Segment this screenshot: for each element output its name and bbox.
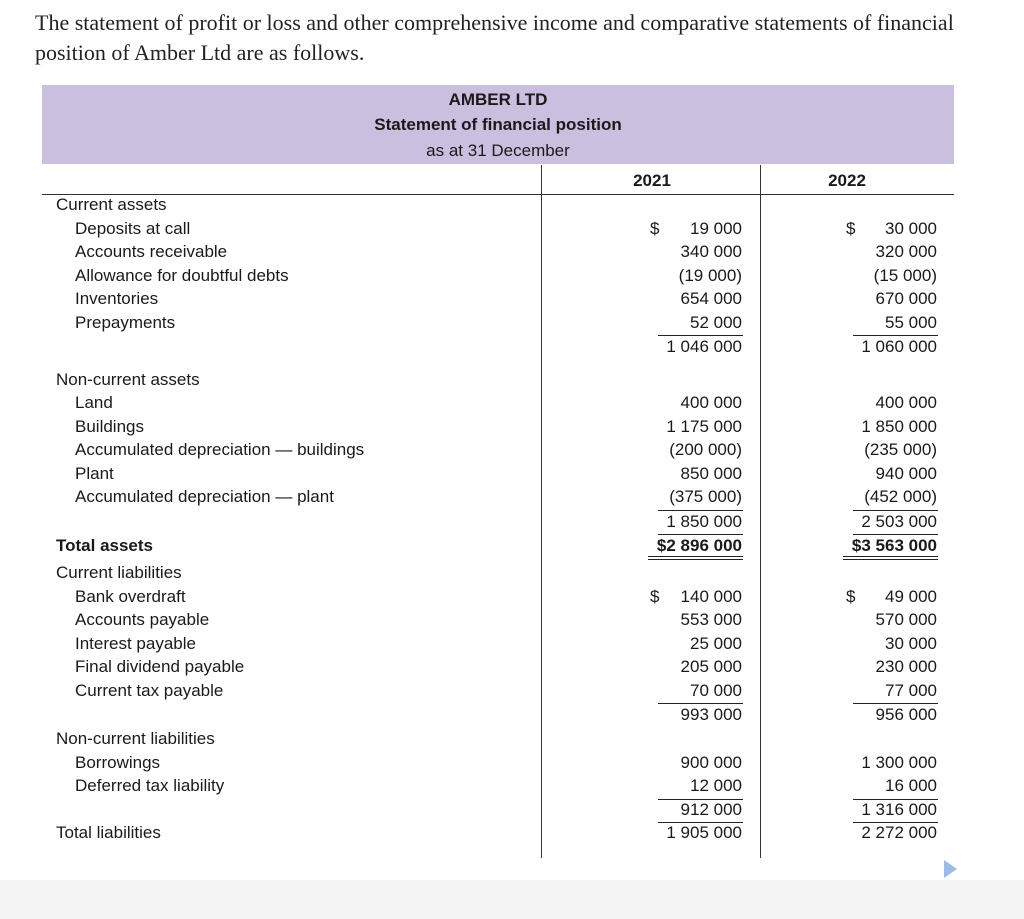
value-2021: 52 000 [690, 313, 742, 332]
table-row [0, 487, 1024, 510]
bottom-bar [0, 880, 1024, 919]
table-row [0, 776, 1024, 799]
currency-symbol: $ [846, 587, 856, 606]
row-label: Buildings [75, 417, 144, 436]
value-2022: 570 000 [875, 610, 937, 629]
currency-symbol: $ [846, 219, 856, 238]
value-2021: 12 000 [690, 776, 742, 795]
intro-text: The statement of profit or loss and other comprehensive income and comparative statements of financial position of Amber Ltd are as follows. [35, 10, 954, 65]
subtotal-2021: 912 000 [680, 800, 742, 819]
row-label: Accumulated depreciation — buildings [75, 440, 365, 459]
row-label: Accounts receivable [75, 242, 228, 261]
company-name: AMBER LTD [448, 90, 548, 109]
value-2022: (452 000) [864, 487, 937, 506]
value-2022: 30 000 [885, 634, 937, 653]
currency-symbol: $ [650, 219, 660, 238]
row-label: Non-current assets [56, 370, 200, 389]
row-label: Interest payable [75, 634, 196, 653]
value-2022: 940 000 [875, 464, 937, 483]
subtotal-rule [658, 534, 743, 535]
value-2021: 850 000 [680, 464, 742, 483]
value-2021: 140 000 [680, 587, 742, 606]
value-2021: (19 000) [678, 266, 742, 285]
row-label: Allowance for doubtful debts [75, 266, 289, 285]
table-row [0, 370, 1024, 393]
row-label: Final dividend payable [75, 657, 245, 676]
row-label: Borrowings [75, 753, 161, 772]
subtotal-2021: 993 000 [680, 705, 742, 724]
subtotal-2021: 1 850 000 [666, 512, 742, 531]
value-2021: 205 000 [680, 657, 742, 676]
total-double-rule [648, 556, 743, 560]
row-label: Accounts payable [75, 610, 210, 629]
table-row [0, 753, 1024, 776]
subtotal-2022: 956 000 [875, 705, 937, 724]
table-row [0, 337, 1024, 360]
statement-date: as at 31 December [426, 141, 570, 160]
value-2021: 340 000 [680, 242, 742, 261]
value-2021: (375 000) [669, 487, 742, 506]
subtotal-rule [853, 534, 938, 535]
subtotal-rule [853, 335, 938, 336]
value-2022: 670 000 [875, 289, 937, 308]
table-row [0, 587, 1024, 610]
value-2022: 49 000 [885, 587, 937, 606]
row-label: Land [75, 393, 113, 412]
row-label: Total assets [56, 536, 154, 555]
value-2021: 1 905 000 [666, 823, 742, 842]
value-2022: 16 000 [885, 776, 937, 795]
value-2022: 400 000 [875, 393, 937, 412]
value-2021: 19 000 [690, 219, 742, 238]
value-2021: 25 000 [690, 634, 742, 653]
subtotal-2021: 1 046 000 [666, 337, 742, 356]
table-row [0, 610, 1024, 633]
row-label: Accumulated depreciation — plant [75, 487, 334, 506]
value-2022: 77 000 [885, 681, 937, 700]
row-label: Deferred tax liability [75, 776, 225, 795]
value-2022: 1 300 000 [861, 753, 937, 772]
value-2021: 654 000 [680, 289, 742, 308]
row-label: Bank overdraft [75, 587, 186, 606]
value-2022: 1 850 000 [861, 417, 937, 436]
table-row [0, 800, 1024, 823]
currency-symbol: $ [650, 587, 660, 606]
table-row [0, 195, 1024, 218]
row-label: Deposits at call [75, 219, 191, 238]
subtotal-2022: 1 316 000 [861, 800, 937, 819]
value-2022: 230 000 [875, 657, 937, 676]
table-row [0, 242, 1024, 265]
statement-title: Statement of financial position [374, 115, 622, 134]
table-row [0, 393, 1024, 416]
table-row [0, 634, 1024, 657]
subtotal-rule [853, 703, 938, 704]
value-2022: 30 000 [885, 219, 937, 238]
subtotal-rule [658, 703, 743, 704]
statement-header [42, 85, 954, 164]
value-2022: (15 000) [873, 266, 937, 285]
row-label: Total liabilities [56, 823, 161, 842]
value-2021: 900 000 [680, 753, 742, 772]
row-label: Current assets [56, 195, 167, 214]
subtotal-rule [658, 335, 743, 336]
table-row [0, 705, 1024, 728]
subtotal-rule [658, 510, 743, 511]
row-label: Current liabilities [56, 563, 182, 582]
total-double-rule [843, 556, 938, 560]
value-2022: (235 000) [864, 440, 937, 459]
table-row [0, 313, 1024, 336]
row-label: Prepayments [75, 313, 176, 332]
subtotal-2022: 2 503 000 [861, 512, 937, 531]
table-row [0, 681, 1024, 704]
table-row [0, 440, 1024, 463]
value-2021: 400 000 [680, 393, 742, 412]
table-row [0, 563, 1024, 586]
row-label: Current tax payable [75, 681, 224, 700]
table-row [0, 657, 1024, 680]
table-row [0, 266, 1024, 289]
row-label: Non-current liabilities [56, 729, 215, 748]
year-header-2021: 2021 [633, 171, 671, 190]
table-row [0, 289, 1024, 312]
year-header-2022: 2022 [828, 171, 866, 190]
subtotal-2022: 1 060 000 [861, 337, 937, 356]
row-label: Plant [75, 464, 114, 483]
value-2022: 320 000 [875, 242, 937, 261]
total-2022: $3 563 000 [851, 536, 937, 555]
value-2021: 1 175 000 [666, 417, 742, 436]
play-arrow-icon[interactable] [944, 860, 957, 878]
row-label: Inventories [75, 289, 159, 308]
table-row [0, 823, 1024, 846]
total-2021: $2 896 000 [656, 536, 742, 555]
table-row [0, 729, 1024, 752]
subtotal-rule [853, 510, 938, 511]
value-2021: 553 000 [680, 610, 742, 629]
table-row [0, 417, 1024, 440]
table-row [0, 219, 1024, 242]
table-row [0, 464, 1024, 487]
table-row [0, 512, 1024, 535]
value-2021: 70 000 [690, 681, 742, 700]
value-2021: (200 000) [669, 440, 742, 459]
value-2022: 2 272 000 [861, 823, 937, 842]
value-2022: 55 000 [885, 313, 937, 332]
